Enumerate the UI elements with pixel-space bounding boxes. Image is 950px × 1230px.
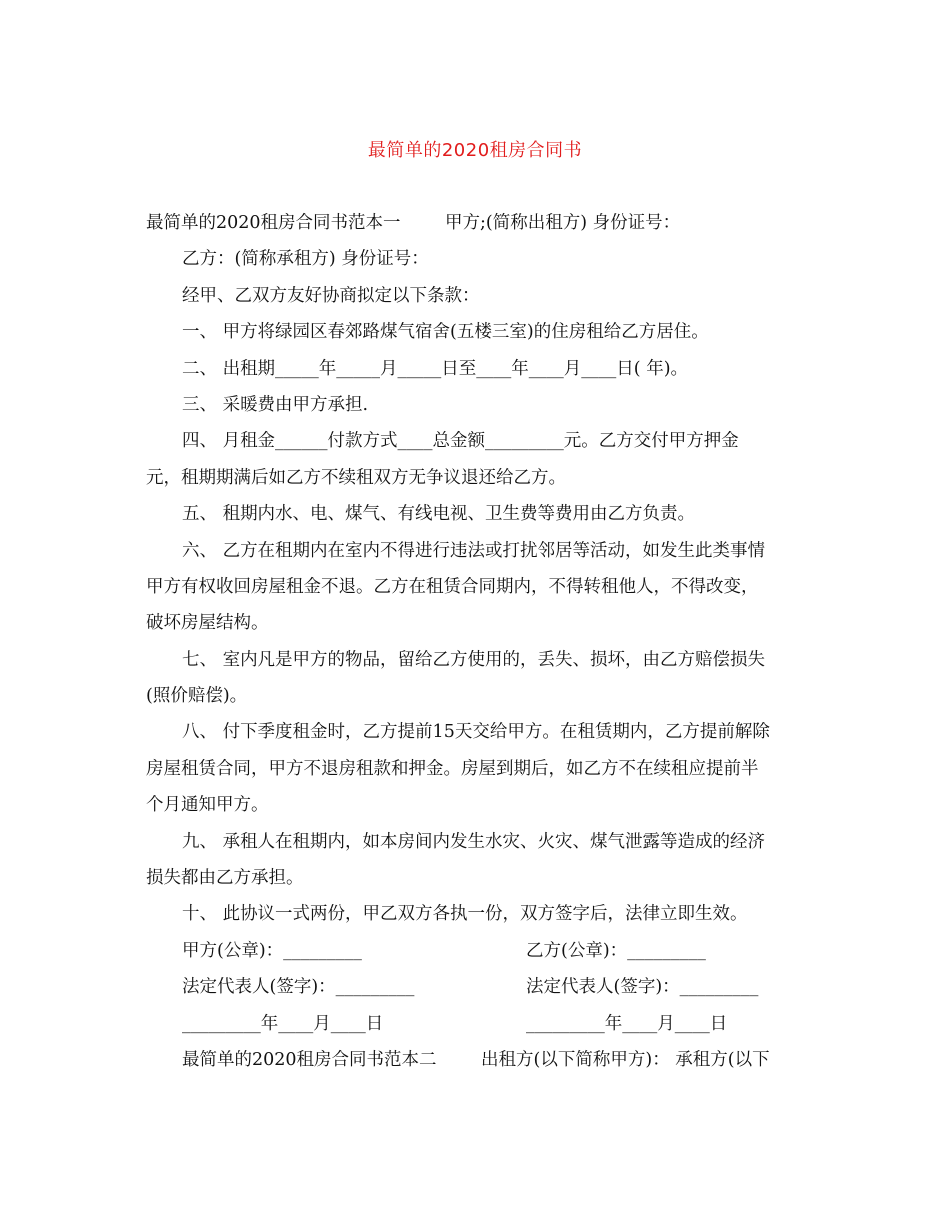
paragraph-line: 个月通知甲方。 xyxy=(146,795,269,816)
signature-left: _________年____月____日 xyxy=(182,1013,384,1034)
paragraph-line: 房屋租赁合同，甲方不退房租款和押金。房屋到期后，如乙方不在续租应提前半 xyxy=(146,758,759,779)
paragraph-line: 七、 室内凡是甲方的物品，留给乙方使用的，丢失、损坏，由乙方赔偿损失 xyxy=(182,649,766,670)
paragraph-line: 一、 甲方将绿园区春郊路煤气宿舍(五楼三室)的住房租给乙方居住。 xyxy=(182,322,709,343)
document-title: 最简单的2020租房合同书 xyxy=(367,140,583,161)
signature-right: _________年____月____日 xyxy=(526,1013,728,1034)
paragraph-line: 最简单的2020租房合同书范本一 甲方;(简称出租方) 身份证号： xyxy=(146,213,681,233)
paragraph-line: 经甲、乙双方友好协商拟定以下条款： xyxy=(182,285,480,306)
signature-row xyxy=(146,969,811,1005)
signature-row xyxy=(146,933,811,969)
paragraph-line: 最简单的2020租房合同书范本二 出租方(以下简称甲方)： 承租方(以下 xyxy=(182,1049,770,1070)
paragraph-line: 五、 租期内水、电、煤气、有线电视、卫生费等费用由乙方负责。 xyxy=(182,504,696,525)
paragraph-line: 甲方有权收回房屋租金不退。乙方在租赁合同期内，不得转租他人，不得改变， xyxy=(146,576,759,597)
signature-left: 法定代表人(签字)：_________ xyxy=(182,977,415,998)
signature-left: 甲方(公章)：_________ xyxy=(182,940,362,961)
paragraph-line: 四、 月租金______付款方式____总金额_________元。乙方交付甲方押金 xyxy=(182,431,739,452)
paragraph-line: 破坏房屋结构。 xyxy=(146,613,269,634)
paragraph-line: 六、 乙方在租期内在室内不得进行违法或打扰邻居等活动，如发生此类事情 xyxy=(182,540,766,561)
paragraph-line: 八、 付下季度租金时，乙方提前15天交给甲方。在租赁期内，乙方提前解除 xyxy=(182,722,770,743)
paragraph-line: 损失都由乙方承担。 xyxy=(146,868,304,889)
paragraph-line: 三、 采暖费由甲方承担. xyxy=(182,394,369,415)
signature-row xyxy=(146,1006,811,1042)
paragraph-line: 元，租期期满后如乙方不续租双方无争议退还给乙方。 xyxy=(146,467,566,488)
paragraph-line: (照价赔偿)。 xyxy=(146,686,248,707)
paragraph-line: 二、 出租期_____年_____月_____日至____年____月____日( 年)。 xyxy=(182,358,689,379)
paragraph-line: 九、 承租人在租期内，如本房间内发生水灾、火灾、煤气泄露等造成的经济 xyxy=(182,831,766,852)
signature-right: 法定代表人(签字)：_________ xyxy=(526,977,759,998)
paragraph-line: 乙方：(简称承租方) 身份证号： xyxy=(182,249,429,270)
signature-right: 乙方(公章)：_________ xyxy=(526,940,706,961)
document-body xyxy=(146,205,811,1078)
paragraph-line: 十、 此协议一式两份，甲乙双方各执一份，双方签字后，法律立即生效。 xyxy=(182,904,748,925)
